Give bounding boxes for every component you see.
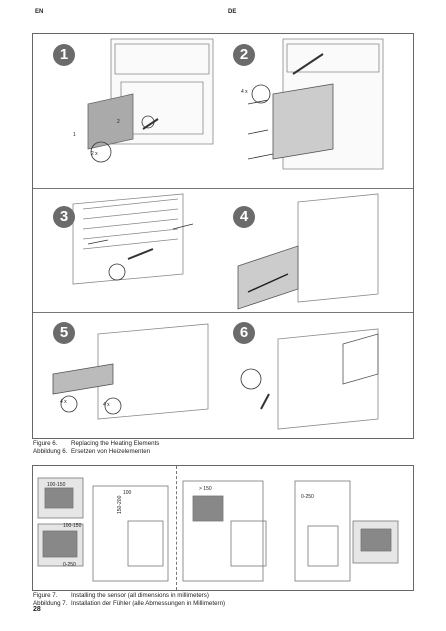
dimension-label: > 150 bbox=[199, 486, 212, 492]
figure-6-caption-en: Figure 6. Replacing the Heating Elements bbox=[33, 440, 160, 447]
step-badge-5: 5 bbox=[53, 322, 75, 344]
step-badge-3: 3 bbox=[53, 206, 75, 228]
screw-count-step2: 4 x bbox=[241, 89, 248, 95]
screw-count-step5: 4 x bbox=[60, 399, 67, 405]
dimension-label: 0-250 bbox=[63, 562, 76, 568]
figure-7-panel bbox=[32, 465, 414, 591]
step-badge-2: 2 bbox=[233, 44, 255, 66]
dimension-label: 0-250 bbox=[301, 494, 314, 500]
figure-7-caption-en: Figure 7. Installing the sensor (all dimensions in millimeters) bbox=[33, 592, 209, 599]
step-badge-1: 1 bbox=[53, 44, 75, 66]
callout-1: 1 bbox=[73, 132, 76, 138]
screw-count-step1: 2 x bbox=[91, 151, 98, 157]
page-number: 28 bbox=[33, 606, 41, 613]
dimension-label: 100-150 bbox=[47, 482, 66, 488]
dimension-label: 100 bbox=[123, 490, 132, 496]
figure-7-caption-de: Abbildung 7. Installation der Fühler (alle Abmessungen in Millimetern) bbox=[33, 600, 226, 607]
figure-6-illustrations bbox=[33, 34, 413, 438]
dimension-label: 150-200 bbox=[117, 495, 123, 514]
callout-2: 2 bbox=[117, 119, 120, 125]
figure-6-caption-de: Abbildung 6. Ersetzen von Heizelementen bbox=[33, 448, 151, 455]
screw-count-step5b: 4 x bbox=[103, 402, 110, 408]
step-badge-4: 4 bbox=[233, 206, 255, 228]
dimension-label: 100-150 bbox=[63, 523, 82, 529]
language-label-de: DE bbox=[228, 9, 237, 15]
figure-6-panel bbox=[32, 33, 414, 439]
language-label-en: EN bbox=[35, 9, 44, 15]
figure-7-illustrations bbox=[33, 466, 413, 590]
step-badge-6: 6 bbox=[233, 322, 255, 344]
